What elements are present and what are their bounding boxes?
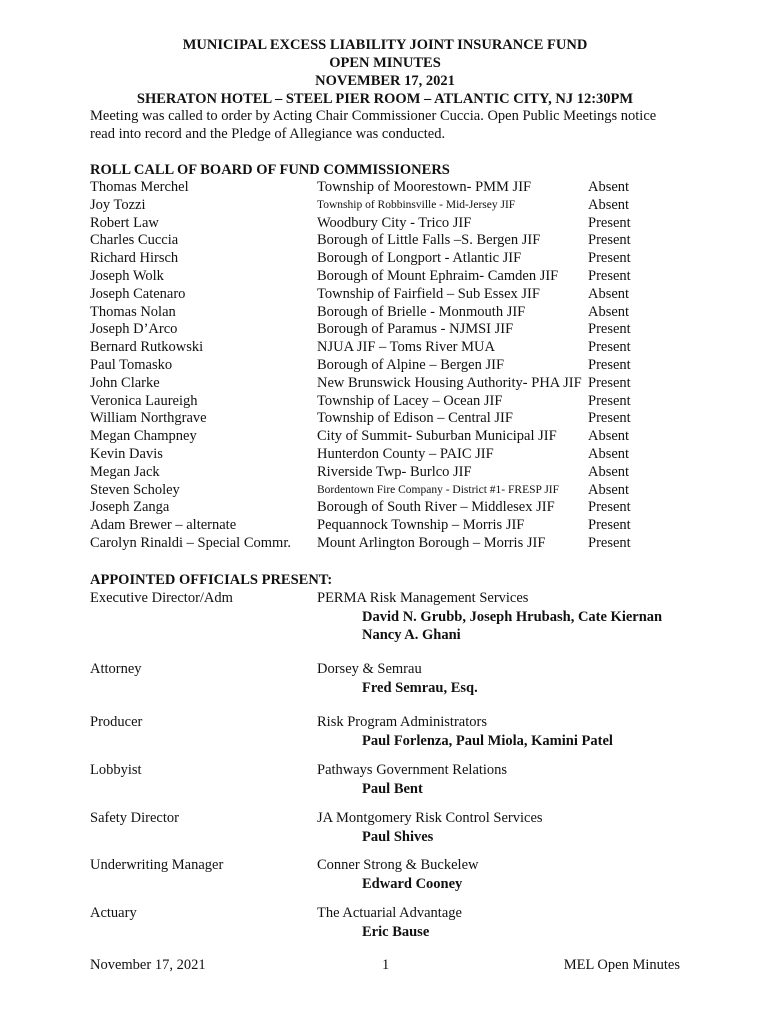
commissioner-entity: Township of Moorestown- PMM JIF — [317, 179, 532, 195]
commissioner-name: Joy Tozzi — [90, 196, 146, 213]
commissioner-name: Charles Cuccia — [90, 232, 179, 249]
commissioner-name: Carolyn Rinaldi – Special Commr. — [90, 534, 291, 551]
attendance-status: Absent — [588, 445, 630, 462]
attendance-status: Present — [588, 499, 631, 516]
roll-call-row — [90, 215, 690, 233]
attendance-status: Absent — [588, 481, 630, 498]
document-header — [90, 36, 680, 108]
commissioner-entity: Borough of Little Falls –S. Bergen JIF — [317, 232, 541, 249]
commissioner-entity: Borough of Mount Ephraim- Camden JIF — [317, 267, 559, 284]
official-role: Underwriting Manager — [90, 857, 224, 873]
official-organization: Conner Strong & Buckelew — [317, 857, 479, 873]
commissioner-entity: NJUA JIF – Toms River MUA — [317, 339, 495, 356]
footer-document-name: MEL Open Minutes — [563, 957, 680, 973]
commissioner-name: Bernard Rutkowski — [90, 339, 204, 356]
attendance-status: Present — [588, 214, 631, 231]
commissioner-entity: Township of Fairfield – Sub Essex JIF — [317, 285, 540, 302]
commissioner-name: Thomas Nolan — [90, 303, 176, 320]
attendance-status: Present — [588, 517, 631, 534]
attendance-status: Present — [588, 321, 631, 338]
roll-call-row — [90, 446, 690, 464]
official-role: Safety Director — [90, 810, 179, 826]
commissioner-entity: Township of Robbinsville - Mid-Jersey JIF — [317, 198, 516, 211]
official-organization: JA Montgomery Risk Control Services — [317, 810, 543, 826]
commissioner-entity: Borough of Paramus - NJMSI JIF — [317, 321, 514, 338]
commissioner-entity: Borough of Brielle - Monmouth JIF — [317, 303, 526, 320]
official-person-line: Paul Forlenza, Paul Miola, Kamini Patel — [362, 733, 613, 749]
roll-call-row — [90, 482, 690, 500]
attendance-status: Present — [588, 339, 631, 356]
commissioner-name: Veronica Laureigh — [90, 392, 198, 409]
footer-date: November 17, 2021 — [90, 957, 206, 973]
attendance-status: Present — [588, 410, 631, 427]
attendance-status: Present — [588, 534, 631, 551]
roll-call-row — [90, 232, 690, 250]
official-person-line: Fred Semrau, Esq. — [362, 680, 478, 696]
attendance-status: Present — [588, 356, 631, 373]
commissioner-entity: Pequannock Township – Morris JIF — [317, 517, 525, 534]
commissioner-entity: Borough of South River – Middlesex JIF — [317, 499, 555, 516]
commissioner-entity: Riverside Twp- Burlco JIF — [317, 463, 472, 480]
commissioner-name: Robert Law — [90, 214, 159, 231]
commissioner-entity: Woodbury City - Trico JIF — [317, 214, 472, 231]
roll-call-row — [90, 250, 690, 268]
roll-call-row — [90, 197, 690, 215]
attendance-status: Present — [588, 250, 631, 267]
roll-call-row — [90, 393, 690, 411]
official-organization: Dorsey & Semrau — [317, 661, 422, 677]
official-person-line: Nancy A. Ghani — [362, 627, 461, 643]
official-role: Executive Director/Adm — [90, 590, 233, 606]
page-footer — [90, 957, 680, 975]
commissioner-name: Joseph D’Arco — [90, 321, 178, 338]
commissioner-name: Paul Tomasko — [90, 356, 173, 373]
official-people — [362, 875, 692, 893]
footer-page-number: 1 — [382, 957, 390, 973]
attendance-status: Present — [588, 374, 631, 391]
roll-call-row — [90, 375, 690, 393]
roll-call-row — [90, 179, 690, 197]
official-person-line: David N. Grubb, Joseph Hrubash, Cate Kiernan — [362, 609, 663, 625]
attendance-status: Absent — [588, 463, 630, 480]
commissioner-name: William Northgrave — [90, 410, 207, 427]
official-person-line: Eric Bause — [362, 924, 430, 940]
commissioner-entity: Mount Arlington Borough – Morris JIF — [317, 534, 546, 551]
roll-call-row — [90, 321, 690, 339]
official-people — [362, 732, 692, 750]
commissioner-entity: Township of Lacey – Ocean JIF — [317, 392, 503, 409]
appointed-officials-title: APPOINTED OFFICIALS PRESENT: — [90, 572, 333, 588]
commissioner-name: Richard Hirsch — [90, 250, 179, 267]
commissioner-entity: City of Summit- Suburban Municipal JIF — [317, 428, 557, 445]
commissioner-name: Megan Jack — [90, 463, 160, 480]
official-organization: Risk Program Administrators — [317, 714, 487, 730]
commissioner-name: Steven Scholey — [90, 481, 180, 498]
roll-call-title: ROLL CALL OF BOARD OF FUND COMMISSIONERS — [90, 162, 450, 178]
commissioner-entity: Township of Edison – Central JIF — [317, 410, 513, 427]
intro-paragraph: Meeting was called to order by Acting Chair Commissioner Cuccia. Open Public Meetings notice read into record and the Pledge of Allegiance was conducted. — [90, 108, 657, 142]
roll-call-row — [90, 535, 690, 553]
roll-call-row — [90, 286, 690, 304]
roll-call-row — [90, 304, 690, 322]
official-role: Attorney — [90, 661, 142, 677]
commissioner-name: Megan Champney — [90, 428, 197, 445]
commissioner-name: Adam Brewer – alternate — [90, 517, 237, 534]
fund-name-heading: MUNICIPAL EXCESS LIABILITY JOINT INSURANCE FUND — [182, 37, 588, 53]
official-role: Actuary — [90, 905, 137, 921]
attendance-status: Present — [588, 392, 631, 409]
commissioner-name: Joseph Zanga — [90, 499, 170, 516]
official-people — [362, 780, 692, 798]
official-people — [362, 923, 692, 941]
commissioner-entity: Borough of Alpine – Bergen JIF — [317, 356, 505, 373]
commissioner-entity: New Brunswick Housing Authority- PHA JIF — [317, 374, 582, 391]
official-organization: PERMA Risk Management Services — [317, 590, 529, 606]
official-role: Producer — [90, 714, 143, 730]
attendance-status: Absent — [588, 196, 630, 213]
commissioner-entity: Borough of Longport - Atlantic JIF — [317, 250, 522, 267]
attendance-status: Absent — [588, 303, 630, 320]
official-people — [362, 828, 692, 846]
official-organization: The Actuarial Advantage — [317, 905, 462, 921]
meeting-location-heading: SHERATON HOTEL – STEEL PIER ROOM – ATLANTIC CITY, NJ 12:30PM — [136, 91, 634, 107]
roll-call-row — [90, 339, 690, 357]
commissioner-name: John Clarke — [90, 374, 160, 391]
commissioner-name: Joseph Wolk — [90, 267, 164, 284]
commissioner-name: Kevin Davis — [90, 445, 163, 462]
roll-call-row — [90, 428, 690, 446]
commissioner-entity: Bordentown Fire Company - District #1- FRESP JIF — [317, 483, 560, 496]
official-people — [362, 608, 692, 644]
attendance-status: Absent — [588, 285, 630, 302]
official-role: Lobbyist — [90, 762, 142, 778]
official-person-line: Paul Shives — [362, 829, 434, 845]
minutes-type-heading: OPEN MINUTES — [329, 55, 441, 71]
roll-call-row — [90, 268, 690, 286]
commissioner-entity: Hunterdon County – PAIC JIF — [317, 445, 494, 462]
roll-call-row — [90, 499, 690, 517]
official-person-line: Paul Bent — [362, 781, 423, 797]
roll-call-row — [90, 517, 690, 535]
official-organization: Pathways Government Relations — [317, 762, 508, 778]
attendance-status: Absent — [588, 428, 630, 445]
roll-call-row — [90, 357, 690, 375]
attendance-status: Present — [588, 267, 631, 284]
commissioner-name: Joseph Catenaro — [90, 285, 186, 302]
official-person-line: Edward Cooney — [362, 876, 463, 892]
attendance-status: Absent — [588, 179, 630, 195]
attendance-status: Present — [588, 232, 631, 249]
commissioner-name: Thomas Merchel — [90, 179, 189, 195]
roll-call-row — [90, 410, 690, 428]
roll-call-list — [90, 179, 690, 553]
official-people — [362, 679, 692, 697]
roll-call-row — [90, 464, 690, 482]
meeting-date-heading: NOVEMBER 17, 2021 — [315, 73, 455, 89]
